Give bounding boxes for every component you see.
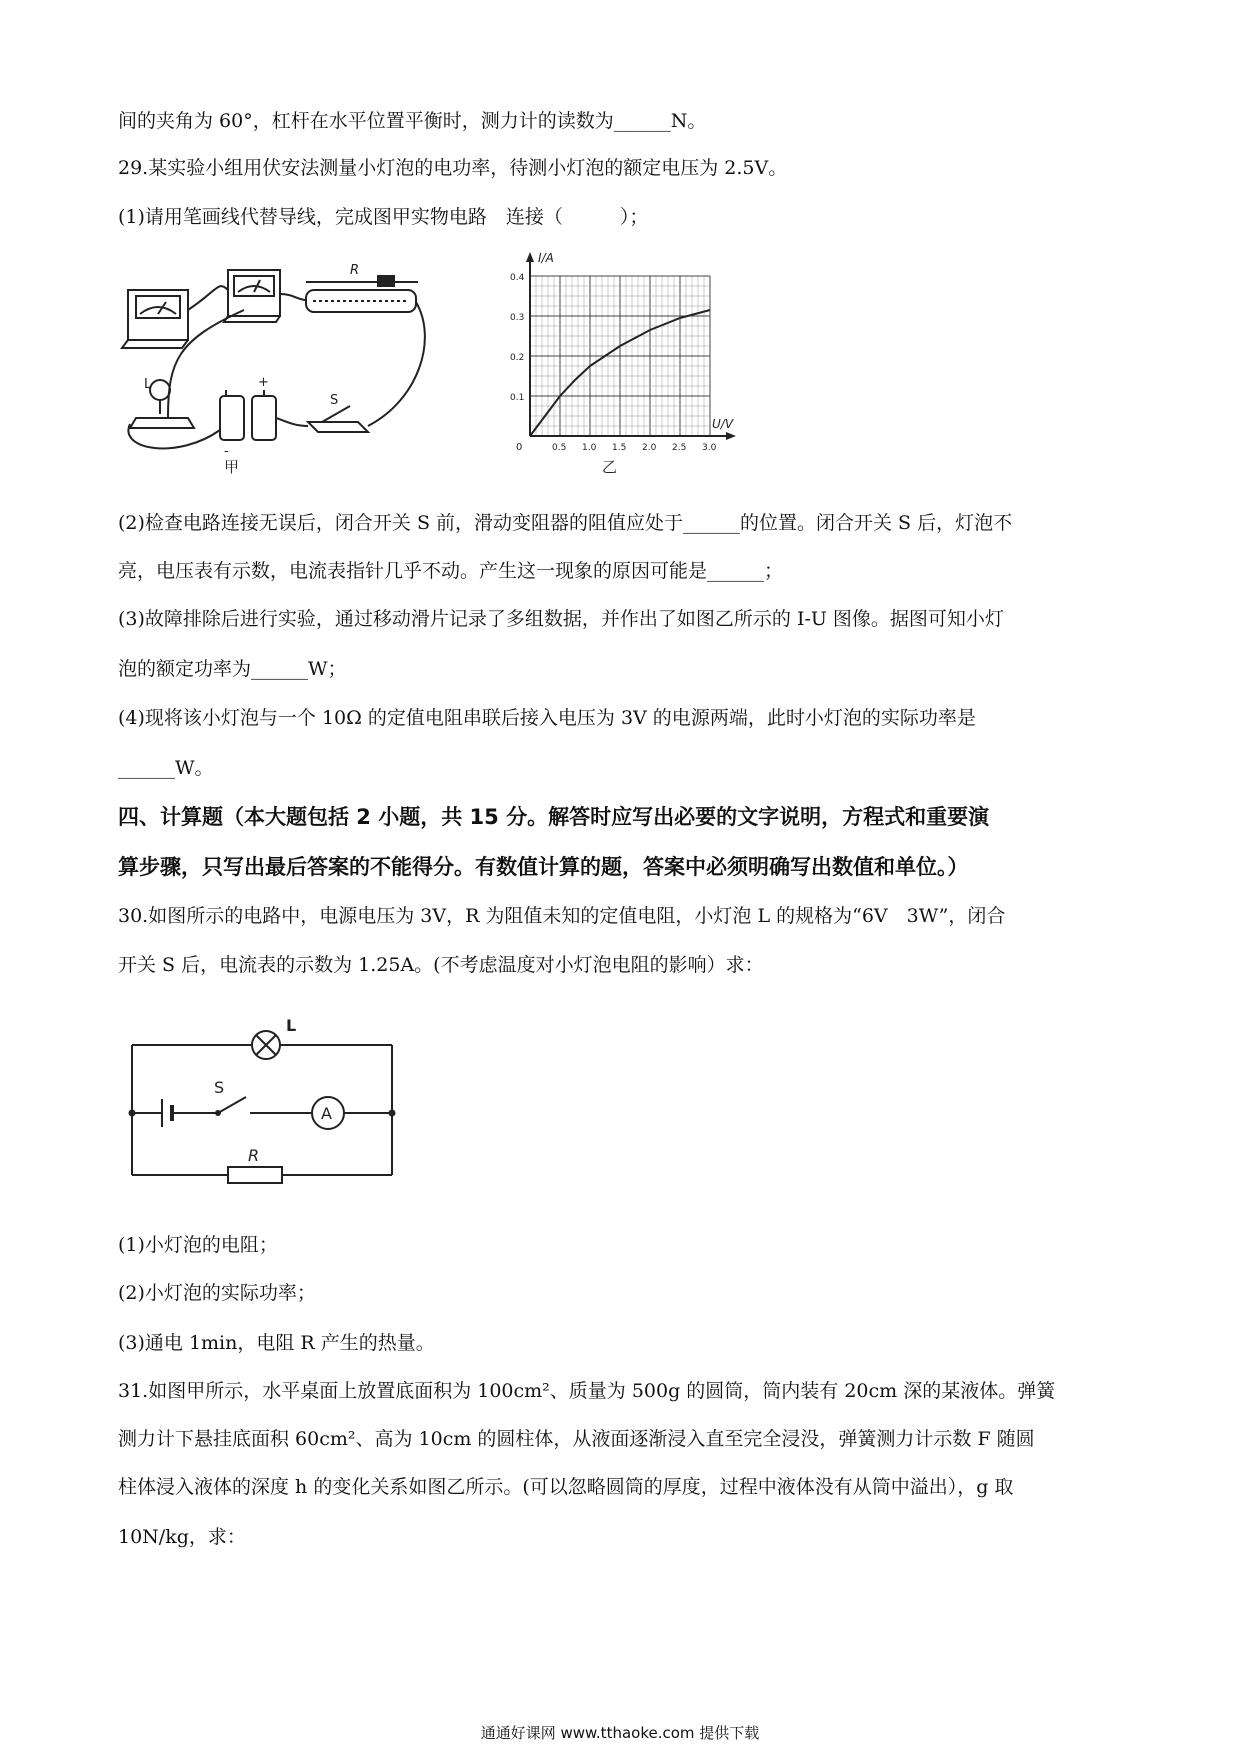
label-S: S (330, 393, 339, 408)
label-L: L (286, 1016, 297, 1035)
section4-heading-line1: 四、计算题（本大题包括 2 小题，共 15 分。解答时应写出必要的文字说明，方程式和重要演 (118, 805, 990, 829)
q29-part4-line2: ______W。 (118, 757, 214, 779)
q30-sub2: (2)小灯泡的实际功率； (118, 1282, 316, 1304)
q30-sub3: (3)通电 1min，电阻 R 产生的热量。 (118, 1332, 435, 1354)
x-tick-label: 2.5 (672, 443, 687, 453)
x-tick-label: 1.0 (582, 443, 597, 453)
q29-part2-line2: 亮，电压表有示数，电流表指针几乎不动。产生这一现象的原因可能是______； (118, 560, 784, 582)
q29-part3-line1: (3)故障排除后进行实验，通过移动滑片记录了多组数据，并作出了如图乙所示的 I-U 图像。据图可知小灯 (118, 608, 1004, 630)
x-axis-arrow (726, 432, 736, 440)
q31-line4: 10N/kg，求： (118, 1526, 246, 1548)
page-footer: 通通好课网 www.tthaoke.com 提供下载 (480, 1724, 760, 1742)
q29-part4-line1: (4)现将该小灯泡与一个 10Ω 的定值电阻串联后接入电压为 3V 的电源两端，此时小灯泡的实际功率是 (118, 707, 976, 729)
switch-icon (308, 406, 368, 432)
section4-heading-line2: 算步骤，只写出最后答案的不能得分。有数值计算的题，答案中必须明确写出数值和单位。） (118, 855, 969, 879)
meter-left-icon (122, 290, 188, 348)
caption-jia: 甲 (224, 458, 240, 476)
q29-part3-line2: 泡的额定功率为______W； (118, 658, 347, 680)
resistor-R-icon (228, 1167, 282, 1183)
x-tick-label: 3.0 (702, 443, 717, 453)
q29-stem: 29.某实验小组用伏安法测量小灯泡的电功率，待测小灯泡的额定电压为 2.5V。 (118, 157, 788, 179)
q31-line2: 测力计下悬挂底面积 60cm²、高为 10cm 的圆柱体，从液面逐渐浸入直至完全浸没，弹簧测力计示数 F 随圆 (118, 1428, 1035, 1450)
q29-part2-line1: (2)检查电路连接无误后，闭合开关 S 前，滑动变阻器的阻值应处于______的位置。闭合开关 S 后，灯泡不 (118, 512, 1013, 534)
figure-jia-circuit (118, 250, 448, 480)
label-R: R (350, 263, 360, 278)
battery-icon (162, 1099, 172, 1127)
x-axis-label: U/V (712, 417, 734, 431)
q30-stem-line2: 开关 S 后，电流表的示数为 1.25A。(不考虑温度对小灯泡电阻的影响）求： (118, 954, 764, 976)
y-tick-label: 0.3 (510, 313, 525, 323)
y-tick-label: 0.2 (510, 353, 525, 363)
y-axis-label: I/A (538, 251, 554, 265)
junction-left (129, 1110, 136, 1117)
rheostat-icon (306, 276, 418, 312)
meter-right-icon (224, 270, 280, 322)
lamp-icon (130, 380, 194, 428)
y-axis-arrow (526, 252, 534, 262)
chart-grid (530, 276, 710, 436)
label-A: A (321, 1104, 332, 1123)
label-S: S (214, 1078, 225, 1097)
y-tick-label: 0.4 (510, 273, 525, 283)
battery-icon (220, 390, 276, 440)
figure-yi-chart (490, 250, 760, 480)
label-minus: - (224, 444, 229, 459)
x-tick-label: 2.0 (642, 443, 657, 453)
q31-line1: 31.如图甲所示，水平桌面上放置底面积为 100cm²、质量为 500g 的圆筒，筒内装有 20cm 深的某液体。弹簧 (118, 1380, 1056, 1402)
q30-sub1: (1)小灯泡的电阻； (118, 1234, 278, 1256)
label-L: L (144, 377, 152, 392)
q29-part1: (1)请用笔画线代替导线，完成图甲实物电路 连接（ ）； (118, 206, 649, 228)
label-plus: + (258, 375, 269, 390)
x-tick-label: 0.5 (552, 443, 567, 453)
label-R: R (248, 1146, 260, 1165)
figure-q30-circuit (118, 1005, 408, 1195)
lamp-L-icon (252, 1031, 280, 1059)
q31-line3: 柱体浸入液体的深度 h 的变化关系如图乙所示。(可以忽略圆筒的厚度，过程中液体没有从筒中溢出），g 取 (118, 1476, 1014, 1498)
q28-tail-line: 间的夹角为 60°，杠杆在水平位置平衡时，测力计的读数为______N。 (118, 110, 707, 132)
y-tick-label: 0.1 (510, 393, 525, 403)
caption-yi: 乙 (602, 458, 618, 476)
junction-right (389, 1110, 396, 1117)
q30-stem-line1: 30.如图所示的电路中，电源电压为 3V，R 为阻值未知的定值电阻，小灯泡 L 的规格为“6V 3W”，闭合 (118, 905, 1006, 927)
origin-label: 0 (516, 442, 523, 453)
switch-S-icon (215, 1097, 246, 1116)
x-tick-label: 1.5 (612, 443, 627, 453)
